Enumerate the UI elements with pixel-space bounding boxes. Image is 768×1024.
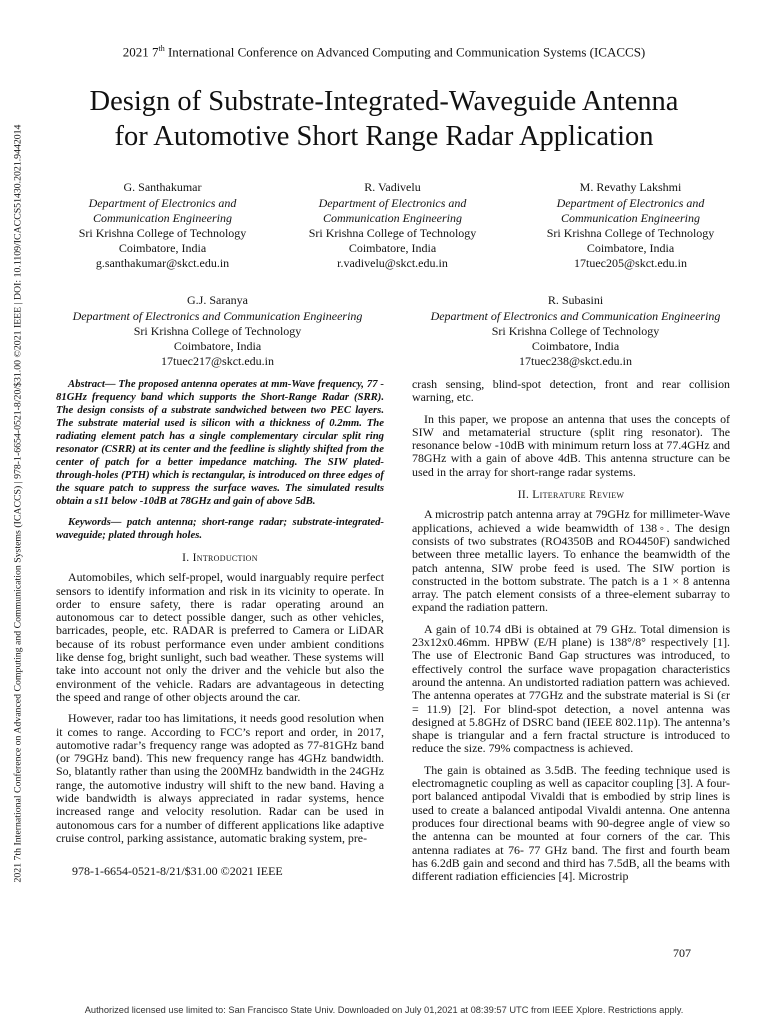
- conference-year: 2021 7: [122, 44, 159, 60]
- author-email: 17tuec205@skct.edu.in: [573, 256, 688, 270]
- author-name: G. Santhakumar: [123, 180, 202, 194]
- author-city: Coimbatore, India: [118, 241, 207, 255]
- page-number: 707: [673, 946, 691, 960]
- doi-sidebar: [0, 0, 36, 1024]
- conference-ordinal: th: [158, 44, 165, 53]
- license-notice: Authorized licensed use limited to: San Francisco State Univ. Downloaded on July 01,2021 at 08:39:57 UTC from IEEE Xplore. Restrictions apply.: [84, 1005, 684, 1015]
- author-dept: Communication Engineering: [93, 211, 232, 225]
- author-city: Coimbatore, India: [173, 339, 262, 353]
- author-dept: Communication Engineering: [323, 211, 462, 225]
- copyright-line: 978-1-6654-0521-8/21/$31.00 ©2021 IEEE: [72, 864, 283, 878]
- left-column: [56, 378, 384, 853]
- author-email: g.santhakumar@skct.edu.in: [95, 256, 230, 270]
- author-college: Sri Krishna College of Technology: [133, 324, 302, 338]
- abstract: Abstract— The proposed antenna operates at mm-Wave frequency, 77 - 81GHz frequency band which supports the Short-Range Radar (SRR). The design consists of a substrate sandwiched between two PEC layers. The substrate material used is silicon with a thickness of 0.2mm. The radiating element patch has a single complementary circular split ring resonator (CSRR) at its center and the feedline is slightly shifted from the center of patch for a better impedance matching. The SIW plated-through-holes (PTH) which is rectangular, is introduced on three edges of the square patch to suppress the surface waves. The simulated results obtain a s11 below -10dB at 78GHz and gain of above 5dB.: [56, 378, 384, 507]
- author-name: G.J. Saranya: [187, 293, 248, 307]
- author-dept: Department of Electronics and: [318, 196, 467, 210]
- author-name: M. Revathy Lakshmi: [579, 180, 682, 194]
- author-email: 17tuec217@skct.edu.in: [160, 354, 275, 368]
- author-college: Sri Krishna College of Technology: [546, 226, 715, 240]
- keywords: Keywords— patch antenna; short-range radar; substrate-integrated-waveguide; plated through holes.: [56, 516, 384, 541]
- paper-title: [0, 84, 768, 154]
- author-city: Coimbatore, India: [531, 339, 620, 353]
- intro-paragraph-2: However, radar too has limitations, it needs good resolution when it comes to range. According to FCC’s report and order, in 2017, automotive radar’s frequency range was adopted as 77-81GHz band (or 79GHz band). This new frequency range has 4GHz bandwidth. So, blatantly rather than using the 200MHz bandwidth in the 24GHz range, the automotive industry will shift to the new band. Having a wide bandwidth is always appreciated in radar systems, hence increased range and velocity resolution. Radar can be used in autonomous cars for a number of different applications like adaptive cruise control, parking assistance, automatic braking system, pre-: [56, 711, 384, 845]
- author-email: 17tuec238@skct.edu.in: [518, 354, 633, 368]
- author-block-5: [408, 293, 743, 369]
- author-college: Sri Krishna College of Technology: [491, 324, 660, 338]
- author-block-2: [280, 180, 505, 271]
- author-dept: Department of Electronics and Communication Engineering: [430, 309, 721, 323]
- author-city: Coimbatore, India: [586, 241, 675, 255]
- author-block-1: [50, 180, 275, 271]
- author-dept: Department of Electronics and Communication Engineering: [72, 309, 363, 323]
- literature-paragraph-2: A gain of 10.74 dBi is obtained at 79 GHz. Total dimension is 23x12x0.46mm. HPBW (E/H plane) is 138°/8° respectively [1]. The use of Electronic Band Gap structures was introduced, to effectively control the surface wave propagation characteristics around the antenna. An undistorted radiation pattern was achieved. The antenna operates at 77GHz and the substrate material is Si (εr = 11.9) [2]. For blind-spot detection, a novel antenna was designed at 5.8GHz of DSRC band (IEEE 802.11p). The antenna’s shape is triangular and a fern fractal structure is introduced to reduce the size. 79% compactness is achieved.: [412, 621, 730, 756]
- intro-paragraph-continued: crash sensing, blind-spot detection, front and rear collision warning, etc.: [412, 377, 730, 405]
- author-block-3: [518, 180, 743, 271]
- literature-paragraph-1: A microstrip patch antenna array at 79GHz for millimeter-Wave applications, achieved a wide beamwidth of 138◦. The design consists of two substrates (RO4350B and RO4450F) sandwiched between three metallic layers. To enhance the beamwidth of the patch antenna, SIW probe feed is used. The SIW portion is constructed in the bottom substrate. The patch is a 1 × 8 antenna array. The patch element consists of a three-element subarray to expand the radiation pattern.: [412, 507, 730, 615]
- author-block-4: [50, 293, 385, 369]
- section-heading-literature-review: II. Literature Review: [517, 489, 625, 502]
- title-line-1: Design of Substrate-Integrated-Waveguide Antenna: [89, 86, 679, 117]
- section-heading-introduction: I. Introduction: [182, 552, 258, 564]
- author-email: r.vadivelu@skct.edu.in: [337, 256, 448, 270]
- right-column: [412, 378, 730, 891]
- title-line-2: for Automotive Short Range Radar Application: [114, 121, 654, 152]
- author-dept: Department of Electronics and: [556, 196, 705, 210]
- intro-paragraph-3: In this paper, we propose an antenna that uses the concepts of SIW and metamaterial structure (split ring resonator). The resonance below -10dB with minimum return loss at 77.4GHz and 78GHz with a gain of above 4dB. This antenna structure can be used in the array for short-range radar systems.: [412, 411, 730, 479]
- author-city: Coimbatore, India: [348, 241, 437, 255]
- author-name: R. Vadivelu: [364, 180, 421, 194]
- author-dept: Department of Electronics and: [88, 196, 237, 210]
- author-college: Sri Krishna College of Technology: [78, 226, 247, 240]
- conference-name: International Conference on Advanced Computing and Communication Systems (ICACCS): [164, 44, 646, 60]
- author-name: R. Subasini: [547, 293, 604, 307]
- literature-paragraph-3: The gain is obtained as 3.5dB. The feeding technique used is electromagnetic coupling as well as capacitor coupling [3]. A four-port balanced antipodal Vivaldi that is embodied by strip lines is used to create a balanced antipodal Vivaldi antenna. One antenna produces four directional beams with 90-degree angle of view so the antenna can be mounted at four corners of the car. This antenna radiates at 76- 77 GHz band. The first and fourth beam has 6.2dB gain and second and third has 7.5dB, all the beams with different radiation efficiencies [4]. Microstrip: [412, 762, 730, 884]
- conference-header: [0, 44, 768, 60]
- author-dept: Communication Engineering: [561, 211, 700, 225]
- doi-sidebar-text: 2021 7th International Conference on Advanced Computing and Communication Systems (ICACCS) | 978-1-6654-0521-8/20/$31.00 ©2021 IEEE | DOI: 10.1109/ICACCS51430.2021.9442014: [12, 124, 24, 883]
- intro-paragraph-1: Automobiles, which self-propel, would inarguably require perfect sensors to identify information and risk in its vicinity to operate. In order to ensure safety, there is radar operating around an autonomous car to detect possible danger, such as other vehicles, barricades, people, etc. RADAR is preferred to Camera or LiDAR because of its robust performance even under ambient conditions like dense fog, bright sunlight, such bad weather. These systems will take into account not only the driver and the vehicle but also the environment of the vehicle. Radars are advantageous in detecting the speed and range of other objects around the car.: [56, 570, 384, 704]
- author-college: Sri Krishna College of Technology: [308, 226, 477, 240]
